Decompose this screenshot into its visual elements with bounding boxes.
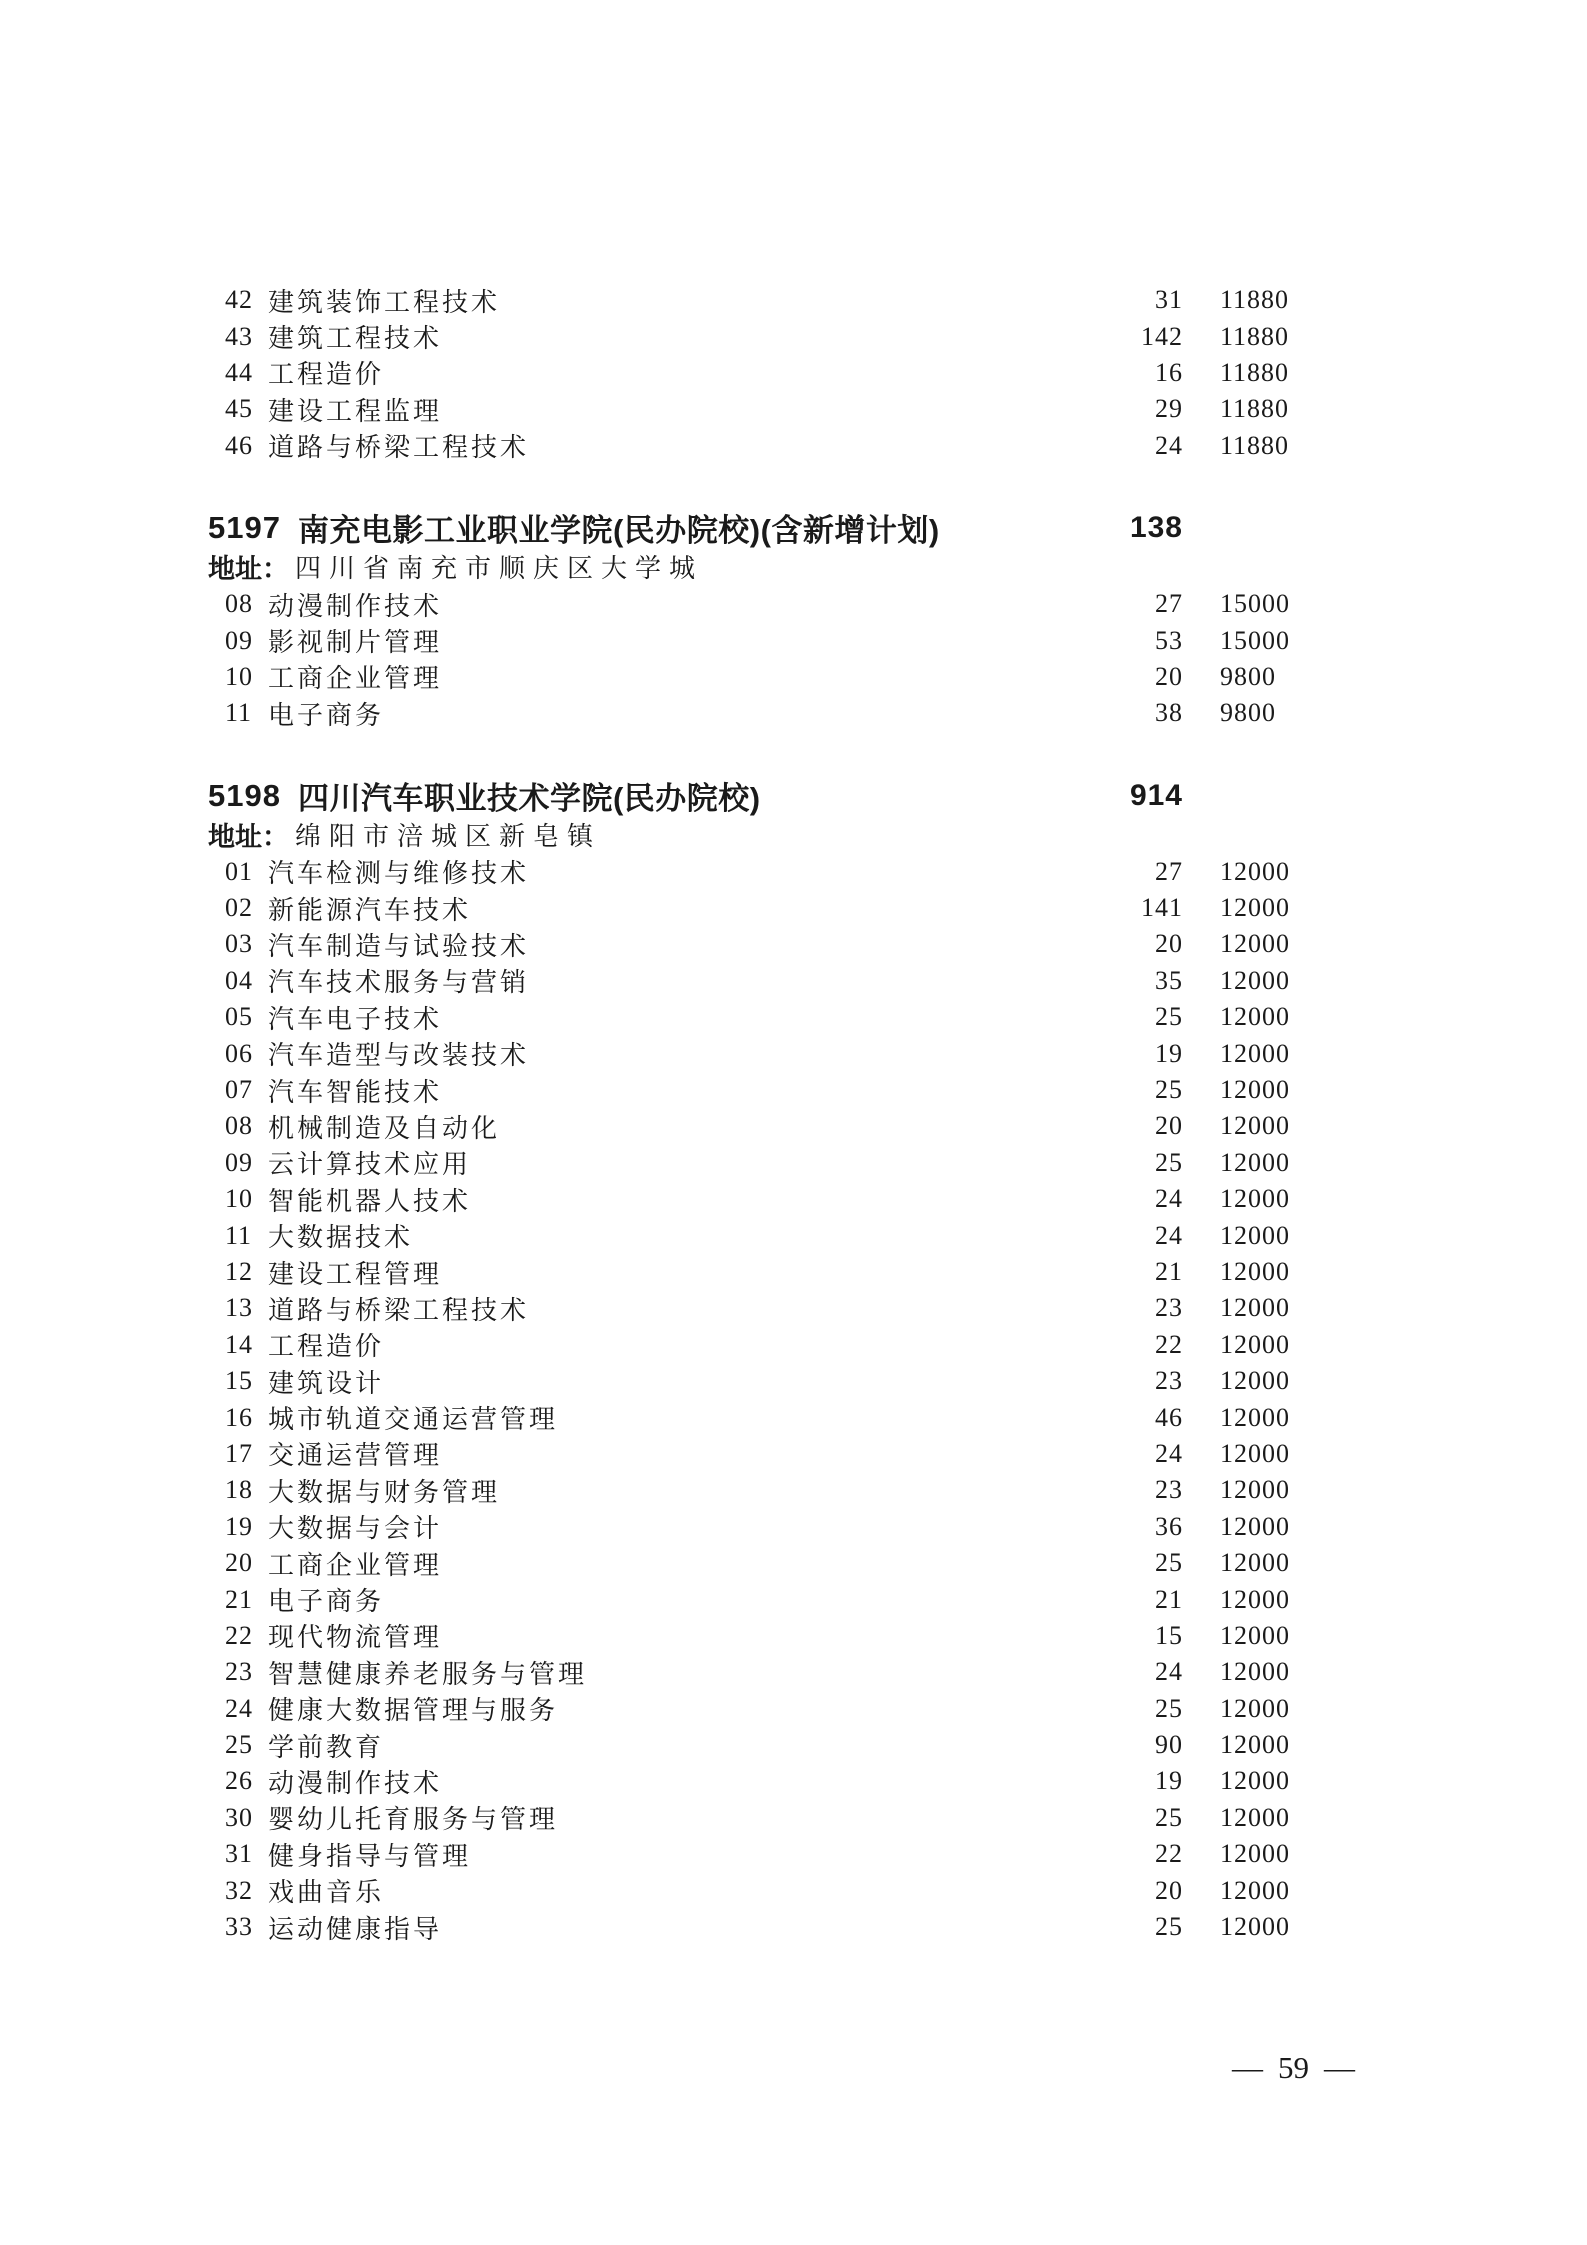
plan-count: 21 [1155,1584,1183,1614]
major-row [208,355,1290,391]
major-number: 32 [225,1875,253,1905]
plan-count: 20 [1155,929,1183,959]
plan-count: 23 [1155,1293,1183,1323]
major-number: 17 [225,1438,253,1468]
plan-count: 23 [1155,1366,1183,1396]
plan-count: 23 [1155,1475,1183,1505]
plan-count: 24 [1155,1220,1183,1250]
plan-count: 36 [1155,1511,1183,1541]
plan-count: 22 [1155,1839,1183,1869]
major-number: 18 [225,1475,253,1505]
major-number: 11 [225,1220,253,1250]
major-name: 机械制造及自动化 [268,1113,501,1143]
plan-count: 19 [1155,1766,1183,1796]
major-number: 43 [225,321,253,351]
tuition-fee: 12000 [1220,1548,1290,1578]
major-row [208,391,1290,427]
major-row [208,1472,1290,1508]
tuition-fee: 12000 [1220,1620,1290,1650]
major-name: 新能源汽车技术 [268,895,472,925]
major-row [208,1108,1290,1144]
plan-count: 24 [1155,430,1183,460]
tuition-fee: 11880 [1220,430,1290,460]
major-row [208,1035,1290,1071]
tuition-fee: 12000 [1220,1730,1290,1760]
plan-count: 20 [1155,661,1183,691]
tuition-fee: 12000 [1220,1402,1290,1432]
plan-count: 90 [1155,1730,1183,1760]
plan-count: 25 [1155,1548,1183,1578]
tuition-fee: 12000 [1220,1438,1290,1468]
plan-count: 53 [1155,625,1183,655]
major-row [208,1909,1290,1945]
tuition-fee: 12000 [1220,1584,1290,1614]
page-number-value: 59 [1278,2050,1309,2085]
major-number: 08 [225,589,253,619]
major-row [208,926,1290,962]
major-number: 31 [225,1839,253,1869]
school-code: 5197 [208,509,281,545]
major-number: 20 [225,1548,253,1578]
major-row [208,318,1290,354]
tuition-fee: 12000 [1220,1075,1290,1105]
major-name: 工程造价 [268,360,385,390]
major-number: 08 [225,1111,253,1141]
plan-count: 19 [1155,1038,1183,1068]
major-name: 工商企业管理 [268,1550,443,1580]
major-name: 电子商务 [268,700,385,730]
school-name: 四川汽车职业技术学院(民办院校) [297,781,761,817]
major-name: 现代物流管理 [268,1623,443,1653]
major-row [208,1254,1290,1290]
major-row [208,1763,1290,1799]
plan-count: 25 [1155,1147,1183,1177]
address-label: 地址： [208,554,289,585]
major-number: 07 [225,1075,253,1105]
plan-count: 27 [1155,856,1183,886]
major-row [208,1509,1290,1545]
plan-count: 142 [1141,321,1183,351]
major-name: 道路与桥梁工程技术 [268,433,530,463]
plan-count: 27 [1155,589,1183,619]
page-number-right-dash: — [1324,2050,1355,2085]
major-name: 交通运营管理 [268,1441,443,1471]
major-name: 动漫制作技术 [268,1768,443,1798]
plan-count: 15 [1155,1620,1183,1650]
major-row [208,1800,1290,1836]
plan-count: 20 [1155,1875,1183,1905]
plan-count: 24 [1155,1657,1183,1687]
major-number: 10 [225,661,253,691]
major-row [208,1217,1290,1253]
tuition-fee: 12000 [1220,1220,1290,1250]
tuition-fee: 12000 [1220,1038,1290,1068]
major-number: 25 [225,1730,253,1760]
continuation-major-rows [208,282,1290,464]
major-name: 影视制片管理 [268,628,443,658]
major-name: 建筑设计 [268,1368,385,1398]
major-name: 工商企业管理 [268,664,443,694]
major-number: 23 [225,1657,253,1687]
plan-count: 25 [1155,1002,1183,1032]
major-row [208,854,1290,890]
tuition-fee: 12000 [1220,1257,1290,1286]
major-name: 城市轨道交通运营管理 [268,1405,559,1435]
tuition-fee: 9800 [1220,698,1276,728]
major-number: 19 [225,1511,253,1541]
major-row [208,695,1290,731]
major-number: 33 [225,1912,253,1942]
major-number: 09 [225,1147,253,1177]
major-number: 46 [225,430,253,460]
tuition-fee: 15000 [1220,589,1290,619]
major-number: 06 [225,1038,253,1068]
major-number: 30 [225,1802,253,1832]
major-number: 22 [225,1620,253,1650]
plan-count: 20 [1155,1111,1183,1141]
school-address-line [208,548,1290,586]
major-name: 汽车技术服务与营销 [268,968,530,998]
plan-count: 141 [1141,893,1183,923]
major-name: 大数据与财务管理 [268,1477,501,1507]
major-name: 动漫制作技术 [268,591,443,621]
major-name: 汽车检测与维修技术 [268,859,530,889]
address-value: 绵阳市涪城区新皂镇 [295,822,602,852]
major-number: 13 [225,1293,253,1323]
major-name: 大数据与会计 [268,1514,443,1544]
major-name: 建设工程管理 [268,1259,443,1289]
major-row [208,428,1290,464]
major-number: 21 [225,1584,253,1614]
major-row [208,1872,1290,1908]
tuition-fee: 12000 [1220,1293,1290,1323]
tuition-fee: 12000 [1220,1875,1290,1905]
major-row [208,1545,1290,1581]
address-value: 四川省南充市顺庆区大学城 [295,554,704,584]
major-name: 建筑装饰工程技术 [268,287,501,317]
major-number: 42 [225,285,253,315]
school-total-plan: 138 [1129,510,1183,544]
major-name: 工程造价 [268,1332,385,1362]
tuition-fee: 12000 [1220,1657,1290,1687]
major-row [208,1581,1290,1617]
plan-count: 16 [1155,357,1183,387]
plan-count: 25 [1155,1802,1183,1832]
major-row [208,1145,1290,1181]
major-rows [208,586,1290,732]
school-header [208,508,1290,548]
school-total-plan: 914 [1129,778,1183,812]
major-name: 运动健康指导 [268,1914,443,1944]
major-number: 02 [225,893,253,923]
major-name: 婴幼儿托育服务与管理 [268,1805,559,1835]
major-row [208,1836,1290,1872]
major-row [208,1327,1290,1363]
major-row [208,1181,1290,1217]
major-name: 电子商务 [268,1587,385,1617]
major-row [208,999,1290,1035]
major-rows [208,854,1290,1946]
tuition-fee: 12000 [1220,1002,1290,1032]
tuition-fee: 12000 [1220,856,1290,886]
school-section-5197 [208,508,1290,732]
plan-count: 22 [1155,1329,1183,1359]
tuition-fee: 9800 [1220,661,1276,691]
major-row [208,1436,1290,1472]
major-number: 11 [225,698,253,728]
major-row [208,963,1290,999]
major-name: 大数据技术 [268,1223,414,1253]
plan-count: 24 [1155,1438,1183,1468]
major-name: 学前教育 [268,1732,385,1762]
tuition-fee: 11880 [1220,321,1290,351]
major-row [208,1654,1290,1690]
major-row [208,1290,1290,1326]
tuition-fee: 11880 [1220,285,1290,315]
plan-count: 25 [1155,1075,1183,1105]
school-address-line [208,816,1290,854]
tuition-fee: 12000 [1220,1511,1290,1541]
address-label: 地址： [208,822,289,853]
school-header [208,776,1290,816]
major-row [208,282,1290,318]
tuition-fee: 12000 [1220,965,1290,995]
plan-count: 24 [1155,1184,1183,1214]
major-number: 45 [225,394,253,424]
tuition-fee: 12000 [1220,1184,1290,1214]
school-name: 南充电影工业职业学院(民办院校)(含新增计划) [297,513,940,549]
major-row [208,1691,1290,1727]
tuition-fee: 12000 [1220,1111,1290,1141]
major-number: 14 [225,1329,253,1359]
plan-count: 31 [1155,285,1183,315]
major-name: 健身指导与管理 [268,1841,472,1871]
enrollment-plan-list [208,282,1290,1945]
plan-count: 25 [1155,1693,1183,1723]
plan-count: 21 [1155,1257,1183,1286]
major-row [208,1072,1290,1108]
major-name: 智慧健康养老服务与管理 [268,1659,588,1689]
page-number [1232,2050,1355,2086]
plan-count: 29 [1155,394,1183,424]
major-row [208,1727,1290,1763]
major-row [208,622,1290,658]
major-row [208,1618,1290,1654]
major-number: 15 [225,1366,253,1396]
major-name: 云计算技术应用 [268,1150,472,1180]
tuition-fee: 11880 [1220,394,1290,424]
school-section-5198 [208,776,1290,1946]
major-row [208,659,1290,695]
plan-count: 25 [1155,1912,1183,1942]
major-row [208,1399,1290,1435]
major-number: 44 [225,357,253,387]
major-name: 汽车电子技术 [268,1004,443,1034]
tuition-fee: 12000 [1220,1147,1290,1177]
major-number: 10 [225,1184,253,1214]
tuition-fee: 12000 [1220,1475,1290,1505]
major-name: 汽车造型与改装技术 [268,1041,530,1071]
major-name: 道路与桥梁工程技术 [268,1295,530,1325]
major-row [208,890,1290,926]
major-name: 汽车智能技术 [268,1077,443,1107]
major-number: 24 [225,1693,253,1723]
major-name: 戏曲音乐 [268,1878,385,1908]
major-row [208,586,1290,622]
tuition-fee: 12000 [1220,893,1290,923]
plan-count: 38 [1155,698,1183,728]
major-number: 04 [225,965,253,995]
school-code: 5198 [208,777,281,813]
page-number-left-dash: — [1232,2050,1263,2085]
tuition-fee: 11880 [1220,357,1290,387]
major-name: 智能机器人技术 [268,1186,472,1216]
major-name: 健康大数据管理与服务 [268,1696,559,1726]
plan-count: 46 [1155,1402,1183,1432]
tuition-fee: 12000 [1220,1839,1290,1869]
major-number: 16 [225,1402,253,1432]
tuition-fee: 15000 [1220,625,1290,655]
major-number: 03 [225,929,253,959]
major-name: 汽车制造与试验技术 [268,932,530,961]
major-number: 26 [225,1766,253,1796]
major-number: 09 [225,625,253,655]
major-number: 05 [225,1002,253,1032]
tuition-fee: 12000 [1220,1912,1290,1942]
tuition-fee: 12000 [1220,929,1290,959]
tuition-fee: 12000 [1220,1329,1290,1359]
tuition-fee: 12000 [1220,1693,1290,1723]
tuition-fee: 12000 [1220,1802,1290,1832]
major-name: 建设工程监理 [268,396,443,426]
major-name: 建筑工程技术 [268,324,443,354]
major-number: 12 [225,1257,253,1286]
plan-count: 35 [1155,965,1183,995]
major-row [208,1363,1290,1399]
tuition-fee: 12000 [1220,1366,1290,1396]
major-number: 01 [225,856,253,886]
tuition-fee: 12000 [1220,1766,1290,1796]
